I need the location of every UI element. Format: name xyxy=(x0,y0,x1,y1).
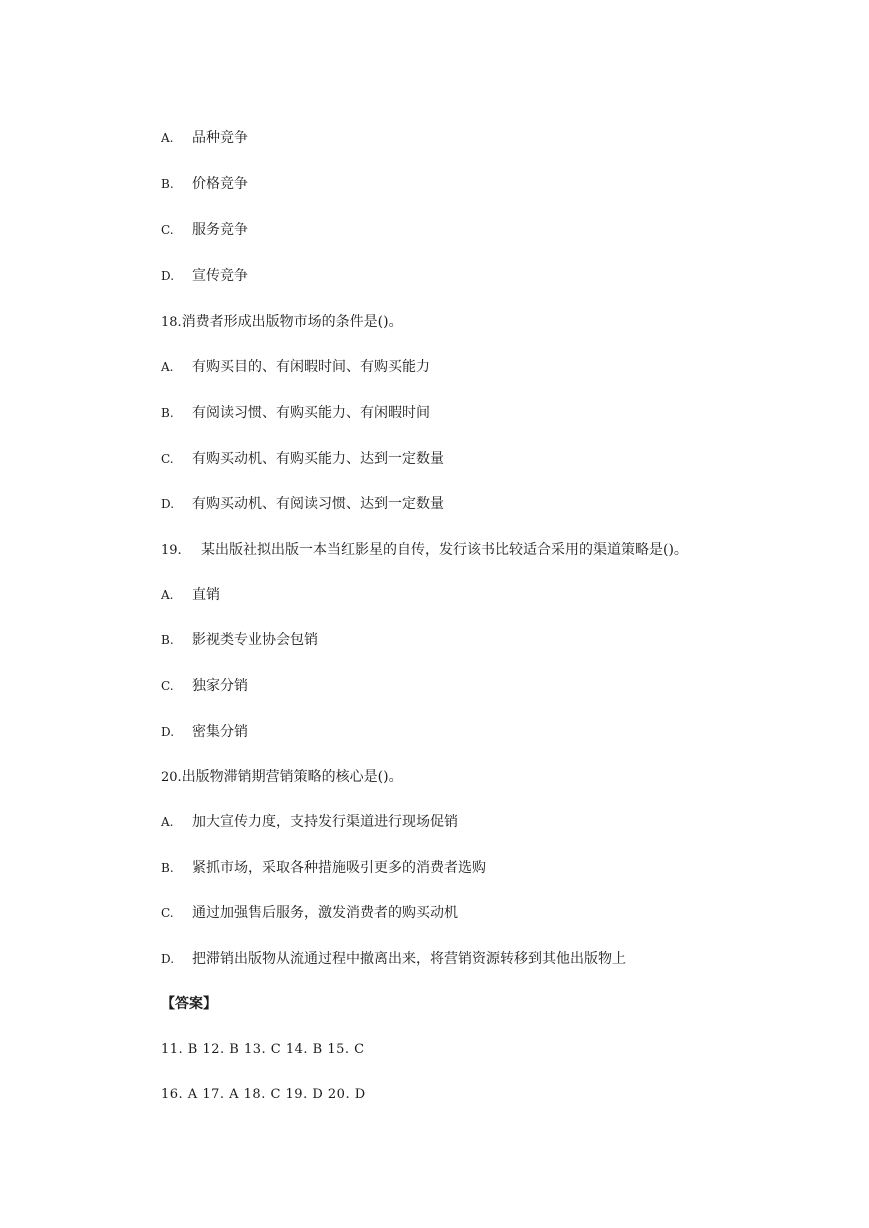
option-letter: C. xyxy=(161,679,174,693)
option-text: 直销 xyxy=(192,587,220,603)
option-letter: A. xyxy=(161,131,174,145)
answers-line-2: 16. A 17. A 18. C 19. D 20. D xyxy=(161,1087,366,1102)
q19-option-d xyxy=(161,722,248,742)
option-text: 密集分销 xyxy=(192,724,248,740)
option-text: 把滞销出版物从流通过程中撤离出来，将营销资源转移到其他出版物上 xyxy=(192,951,626,967)
option-letter: D. xyxy=(161,269,175,283)
option-letter: C. xyxy=(161,223,174,237)
question-text: 出版物滞销期营销策略的核心是()。 xyxy=(181,769,403,785)
q18-stem xyxy=(161,312,403,333)
q19-stem xyxy=(161,540,688,561)
q20-option-b xyxy=(161,858,486,878)
option-letter: A. xyxy=(161,588,174,602)
q17-option-b xyxy=(161,174,248,194)
option-text: 通过加强售后服务，激发消费者的购买动机 xyxy=(192,905,458,921)
q18-option-d xyxy=(161,494,444,514)
option-letter: B. xyxy=(161,861,174,875)
option-letter: B. xyxy=(161,633,174,647)
option-letter: C. xyxy=(161,452,174,466)
option-text: 加大宣传力度，支持发行渠道进行现场促销 xyxy=(192,814,458,830)
q19-option-c xyxy=(161,676,248,696)
option-text: 有购买动机、有购买能力、达到一定数量 xyxy=(192,451,444,467)
question-text: 某出版社拟出版一本当红影星的自传，发行该书比较适合采用的渠道策略是()。 xyxy=(201,542,688,558)
answers-line-1: 11. B 12. B 13. C 14. B 15. C xyxy=(161,1042,365,1057)
q17-option-a xyxy=(161,128,248,148)
q18-option-a xyxy=(161,357,430,377)
option-text: 宣传竞争 xyxy=(192,268,248,284)
option-text: 独家分销 xyxy=(192,678,248,694)
option-text: 品种竞争 xyxy=(192,130,248,146)
option-text: 有购买目的、有闲暇时间、有购买能力 xyxy=(192,359,430,375)
option-text: 价格竞争 xyxy=(192,176,248,192)
q17-option-d xyxy=(161,266,248,286)
option-letter: D. xyxy=(161,497,175,511)
option-text: 影视类专业协会包销 xyxy=(192,632,318,648)
option-letter: B. xyxy=(161,406,174,420)
q20-stem xyxy=(161,767,403,788)
q18-option-c xyxy=(161,449,444,469)
q19-option-a xyxy=(161,585,220,605)
q17-option-c xyxy=(161,220,248,240)
option-letter: B. xyxy=(161,177,174,191)
question-number: 18. xyxy=(161,315,182,330)
option-letter: D. xyxy=(161,952,175,966)
q18-option-b xyxy=(161,403,430,423)
option-text: 服务竞争 xyxy=(192,222,248,238)
question-number: 20. xyxy=(161,770,182,785)
q20-option-d xyxy=(161,949,626,969)
question-text: 消费者形成出版物市场的条件是()。 xyxy=(181,314,403,330)
option-text: 紧抓市场，采取各种措施吸引更多的消费者选购 xyxy=(192,860,486,876)
q20-option-c xyxy=(161,903,458,923)
option-letter: C. xyxy=(161,906,174,920)
q19-option-b xyxy=(161,630,318,650)
question-number: 19. xyxy=(161,543,182,558)
option-letter: A. xyxy=(161,360,174,374)
answers-heading: 【答案】 xyxy=(161,996,217,1012)
option-text: 有阅读习惯、有购买能力、有闲暇时间 xyxy=(192,405,430,421)
option-letter: D. xyxy=(161,725,175,739)
q20-option-a xyxy=(161,812,458,832)
option-letter: A. xyxy=(161,815,174,829)
option-text: 有购买动机、有阅读习惯、达到一定数量 xyxy=(192,496,444,512)
